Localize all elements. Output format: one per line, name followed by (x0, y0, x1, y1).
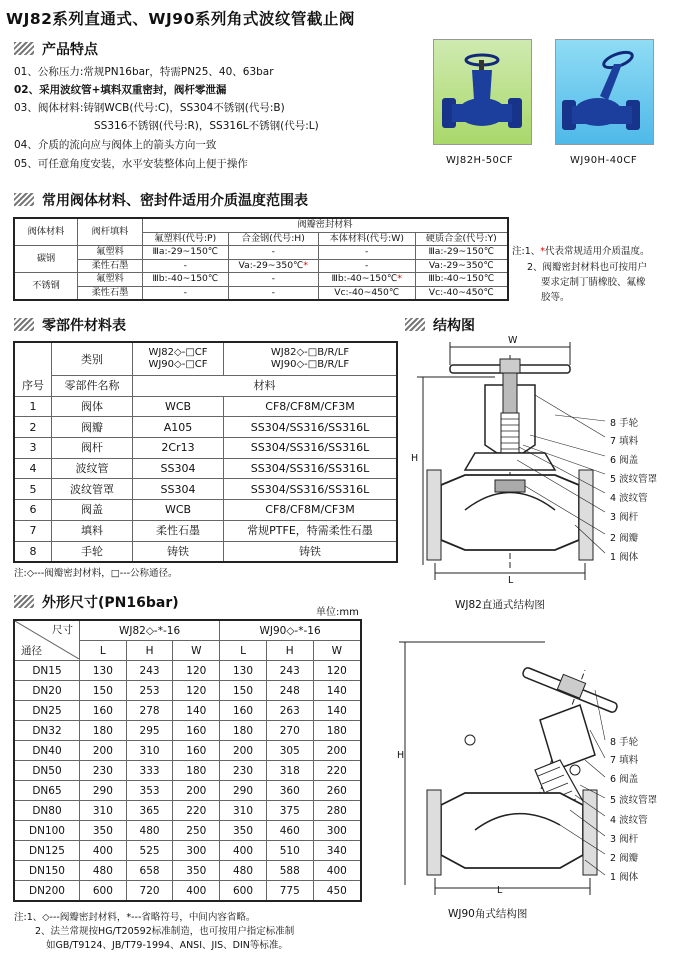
dim-cell: 300 (313, 821, 361, 841)
dn-cell: DN100 (14, 821, 80, 841)
subheader: 合金钢(代号:H) (228, 232, 318, 246)
dim-cell: 350 (80, 821, 127, 841)
dim-cell: 140 (313, 701, 361, 721)
dim-cell: 243 (266, 661, 313, 681)
parts-cell-name: 手轮 (52, 541, 133, 562)
dim-l-label: L (508, 575, 514, 586)
dn-cell: DN200 (14, 881, 80, 902)
section-marker-icon (14, 193, 34, 206)
dim-cell: 588 (266, 861, 313, 881)
header-no: 序号 (14, 376, 52, 397)
parts-cell-name: 阀盖 (52, 500, 133, 521)
dim-cell: 220 (173, 801, 220, 821)
section-marker-icon (14, 42, 34, 55)
dim-cell: 360 (266, 781, 313, 801)
temp-cell: - (318, 246, 415, 260)
photo-caption-right: WJ90H-40CF (570, 155, 638, 166)
temp-cell: Ⅲa:-29~150℃ (143, 246, 229, 260)
materials-temp-table (13, 217, 509, 301)
dim-cell: 120 (173, 661, 220, 681)
dim-cell: 160 (173, 721, 220, 741)
table-row (14, 661, 361, 681)
part-label: 4 波纹管 (610, 493, 648, 504)
dim-col-header: L (80, 641, 127, 661)
parts-cell-name: 阀瓣 (52, 417, 133, 438)
dim-cell: 510 (266, 841, 313, 861)
parts-cell-a: 2Cr13 (133, 438, 224, 459)
dim-cell: 290 (80, 781, 127, 801)
subheader: 硬质合金(代号:Y) (415, 232, 508, 246)
part-label: 2 阀瓣 (610, 533, 639, 544)
header-stem: 阀杆填料 (78, 218, 143, 246)
table-row (14, 761, 361, 781)
dn-cell: DN20 (14, 681, 80, 701)
photo-caption-left: WJ82H-50CF (446, 155, 514, 166)
body-material: 不锈钢 (14, 273, 78, 301)
parts-cell-b: 铸铁 (224, 541, 398, 562)
stem-packing: 柔性石墨 (78, 259, 143, 273)
temp-cell: Ⅲb:-40~150℃ (415, 273, 508, 287)
temp-cell: - (228, 273, 318, 287)
feature-line-3b: SS316不锈钢(代号:R)，SS316L不锈钢(代号:L) (94, 120, 319, 132)
temp-cell: - (228, 286, 318, 300)
dim-cell: 310 (220, 801, 267, 821)
part-label: 8 手轮 (610, 418, 639, 429)
table-row (14, 681, 361, 701)
parts-cell-b: SS304/SS316/SS316L (224, 479, 398, 500)
dims-heading: 外形尺寸(PN16bar) (14, 592, 179, 612)
dims-note-1: 注:1、◇---阀瓣密封材料，*---省略符号，中间内容省略。 (14, 912, 256, 923)
page-title: WJ82系列直通式、WJ90系列角式波纹管截止阀 (6, 10, 355, 28)
table-row (14, 781, 361, 801)
part-label: 8 手轮 (610, 737, 639, 748)
table-row (14, 438, 397, 459)
parts-cell-no: 2 (14, 417, 52, 438)
header-disc: 阀瓣密封材料 (143, 218, 509, 232)
temp-cell: Vc:-40~450℃ (318, 286, 415, 300)
stem-packing: 氟塑料 (78, 273, 143, 287)
model-b-header: WJ90◇-*-16 (220, 620, 361, 641)
temp-cell: - (143, 286, 229, 300)
parts-cell-name: 波纹管罩 (52, 479, 133, 500)
part-label: 7 填料 (610, 755, 639, 766)
parts-heading: 零部件材料表 (14, 315, 126, 335)
table-row (14, 541, 397, 562)
parts-cell-b: SS304/SS316/SS316L (224, 458, 398, 479)
dim-cell: 200 (173, 781, 220, 801)
dim-cell: 350 (220, 821, 267, 841)
parts-cell-name: 波纹管 (52, 458, 133, 479)
dims-note-3: 如GB/T9124、JB/T79-1994、ANSI、JIS、DIN等标准。 (46, 940, 288, 951)
dn-cell: DN40 (14, 741, 80, 761)
dim-cell: 243 (126, 661, 173, 681)
table-row (14, 741, 361, 761)
dim-cell: 400 (173, 881, 220, 902)
temp-cell: Va:-29~350℃ (415, 259, 508, 273)
dim-cell: 460 (266, 821, 313, 841)
subheader: 本体材料(代号:W) (318, 232, 415, 246)
dim-cell: 180 (313, 721, 361, 741)
parts-cell-name: 阀体 (52, 396, 133, 417)
section-marker-icon (14, 595, 34, 608)
parts-note: 注:◇---阀瓣密封材料，□---公称通径。 (14, 568, 178, 579)
dim-cell: 270 (266, 721, 313, 741)
parts-cell-name: 阀杆 (52, 438, 133, 459)
table-row (14, 881, 361, 902)
dim-cell: 365 (126, 801, 173, 821)
part-label: 7 填料 (610, 436, 639, 447)
model-a-header: WJ82◇-*-16 (80, 620, 220, 641)
straight-valve-diagram (405, 335, 680, 610)
stem-packing: 柔性石墨 (78, 286, 143, 300)
dim-cell: 160 (173, 741, 220, 761)
dn-cell: DN25 (14, 701, 80, 721)
part-label: 6 阀盖 (610, 455, 639, 466)
dim-cell: 480 (220, 861, 267, 881)
dim-cell: 180 (80, 721, 127, 741)
features-heading: 产品特点 (14, 39, 98, 59)
dim-cell: 658 (126, 861, 173, 881)
table-row (14, 861, 361, 881)
dim-cell: 230 (220, 761, 267, 781)
dim-cell: 290 (220, 781, 267, 801)
dim-cell: 230 (80, 761, 127, 781)
dn-label: 通径 (21, 645, 42, 657)
dim-cell: 333 (126, 761, 173, 781)
table-row (14, 396, 397, 417)
parts-table (13, 341, 398, 563)
part-label: 2 阀瓣 (610, 853, 639, 864)
parts-cell-a: 铸铁 (133, 541, 224, 562)
table-row (14, 801, 361, 821)
parts-cell-b: 常规PTFE，特需柔性石墨 (224, 520, 398, 541)
materials-heading: 常用阀体材料、密封件适用介质温度范围表 (14, 190, 308, 210)
parts-cell-no: 5 (14, 479, 52, 500)
header-model-b: WJ82◇-□B/R/LF WJ90◇-□B/R/LF (224, 342, 398, 376)
dim-cell: 400 (220, 841, 267, 861)
dn-cell: DN80 (14, 801, 80, 821)
dim-cell: 150 (80, 681, 127, 701)
dim-col-header: W (173, 641, 220, 661)
dim-cell: 350 (173, 861, 220, 881)
parts-cell-b: SS304/SS316/SS316L (224, 417, 398, 438)
size-label: 尺寸 (52, 624, 73, 636)
parts-cell-b: CF8/CF8M/CF3M (224, 500, 398, 521)
angle-caption: WJ90角式结构图 (448, 908, 528, 920)
dim-cell: 400 (313, 861, 361, 881)
parts-cell-no: 1 (14, 396, 52, 417)
feature-line-5: 05、可任意角度安装，水平安装整体向上便于操作 (14, 158, 248, 170)
parts-cell-no: 3 (14, 438, 52, 459)
dim-w-label: W (508, 335, 518, 346)
dim-cell: 200 (80, 741, 127, 761)
table-row (14, 417, 397, 438)
temp-cell: - (228, 246, 318, 260)
straight-caption: WJ82直通式结构图 (455, 599, 545, 611)
dim-cell: 200 (313, 741, 361, 761)
parts-cell-a: SS304 (133, 479, 224, 500)
header-name: 零部件名称 (52, 376, 133, 397)
dim-cell: 130 (220, 661, 267, 681)
dim-cell: 160 (220, 701, 267, 721)
part-label: 4 波纹管 (610, 815, 648, 826)
feature-line-4: 04、介质的流向应与阀体上的箭头方向一致 (14, 139, 217, 151)
dim-cell: 450 (313, 881, 361, 902)
table-row (14, 821, 361, 841)
dim-cell: 400 (80, 841, 127, 861)
parts-cell-b: SS304/SS316/SS316L (224, 438, 398, 459)
part-label: 1 阀体 (610, 552, 639, 563)
dim-cell: 300 (173, 841, 220, 861)
table-row (14, 841, 361, 861)
part-label: 3 阀杆 (610, 834, 639, 845)
table-row (14, 458, 397, 479)
dim-cell: 375 (266, 801, 313, 821)
header-material: 材料 (133, 376, 398, 397)
dim-cell: 600 (80, 881, 127, 902)
dim-cell: 140 (313, 681, 361, 701)
dimensions-table (13, 619, 362, 902)
body-material: 碳钢 (14, 246, 78, 273)
dim-cell: 305 (266, 741, 313, 761)
parts-cell-a: SS304 (133, 458, 224, 479)
temp-cell: - (318, 259, 415, 273)
dim-cell: 340 (313, 841, 361, 861)
table-row (14, 701, 361, 721)
temp-note-4: 胶等。 (541, 292, 570, 303)
temp-cell: - (143, 259, 229, 273)
parts-cell-name: 填料 (52, 520, 133, 541)
header-category: 类别 (52, 342, 133, 376)
dim-cell: 180 (220, 721, 267, 741)
temp-cell: Ⅲb:-40~150℃* (318, 273, 415, 287)
asterisk-mark: * (303, 259, 308, 271)
unit-label: 单位:mm (316, 607, 359, 618)
temp-note-1: 注:1、*代表常规适用介质温度。 (512, 246, 650, 257)
feature-line-3: 03、阀体材料:铸钢WCB(代号:C)，SS304不锈钢(代号:B) (14, 102, 285, 114)
asterisk-mark: * (397, 273, 402, 285)
dim-cell: 775 (266, 881, 313, 902)
parts-cell-no: 8 (14, 541, 52, 562)
part-label: 5 波纹管罩 (610, 795, 658, 806)
dim-cell: 120 (173, 681, 220, 701)
dim-cell: 600 (220, 881, 267, 902)
valve-photo-angle (555, 39, 654, 145)
dim-h-label: H (411, 453, 419, 464)
structure-heading: 结构图 (405, 315, 475, 335)
dim-cell: 263 (266, 701, 313, 721)
valve-photo-straight (433, 39, 532, 145)
parts-cell-a: A105 (133, 417, 224, 438)
dn-cell: DN32 (14, 721, 80, 741)
parts-cell-no: 4 (14, 458, 52, 479)
dim-cell: 310 (126, 741, 173, 761)
size-corner-cell (14, 620, 80, 661)
dn-cell: DN125 (14, 841, 80, 861)
table-row (14, 479, 397, 500)
dim-cell: 253 (126, 681, 173, 701)
dim-l-label: L (497, 885, 503, 896)
dim-cell: 260 (313, 781, 361, 801)
dim-cell: 180 (173, 761, 220, 781)
parts-cell-b: CF8/CF8M/CF3M (224, 396, 398, 417)
temp-note-3: 要求定制丁腈橡胶、氟橡 (541, 277, 646, 288)
dn-cell: DN65 (14, 781, 80, 801)
temp-note-2: 2、阀瓣密封材料也可按用户 (527, 262, 648, 273)
dim-h-label: H (397, 750, 405, 761)
dim-cell: 353 (126, 781, 173, 801)
parts-cell-a: 柔性石墨 (133, 520, 224, 541)
feature-line-1: 01、公称压力:常规PN16bar，特需PN25、40、63bar (14, 66, 274, 78)
dim-cell: 200 (220, 741, 267, 761)
header-body: 阀体材料 (14, 218, 78, 246)
table-row (14, 721, 361, 741)
dim-col-header: H (266, 641, 313, 661)
temp-cell: Ⅲb:-40~150℃ (143, 273, 229, 287)
part-label: 1 阀体 (610, 872, 639, 883)
dim-cell: 150 (220, 681, 267, 701)
temp-cell: Va:-29~350℃* (228, 259, 318, 273)
dim-cell: 280 (313, 801, 361, 821)
part-label: 5 波纹管罩 (610, 474, 658, 485)
parts-cell-no: 7 (14, 520, 52, 541)
dim-cell: 160 (80, 701, 127, 721)
dim-col-header: L (220, 641, 267, 661)
dim-cell: 720 (126, 881, 173, 902)
parts-cell-a: WCB (133, 500, 224, 521)
section-marker-icon (14, 318, 34, 331)
dim-col-header: H (126, 641, 173, 661)
parts-cell-no: 6 (14, 500, 52, 521)
part-label: 3 阀杆 (610, 512, 639, 523)
dims-note-2: 2、法兰常规按HG/T20592标准制造，也可按用户指定标准制 (35, 926, 295, 937)
angle-valve-diagram (395, 630, 680, 900)
dim-cell: 220 (313, 761, 361, 781)
table-row (14, 520, 397, 541)
dim-cell: 250 (173, 821, 220, 841)
temp-cell: Ⅲa:-29~150℃ (415, 246, 508, 260)
section-marker-icon (405, 318, 425, 331)
dim-cell: 318 (266, 761, 313, 781)
part-label: 6 阀盖 (610, 774, 639, 785)
dim-cell: 295 (126, 721, 173, 741)
stem-packing: 氟塑料 (78, 246, 143, 260)
dim-cell: 140 (173, 701, 220, 721)
dim-cell: 248 (266, 681, 313, 701)
subheader: 氟塑料(代号:P) (143, 232, 229, 246)
table-row (14, 500, 397, 521)
header-model-a: WJ82◇-□CF WJ90◇-□CF (133, 342, 224, 376)
dim-cell: 480 (126, 821, 173, 841)
parts-cell-a: WCB (133, 396, 224, 417)
dn-cell: DN15 (14, 661, 80, 681)
dim-cell: 480 (80, 861, 127, 881)
dim-cell: 120 (313, 661, 361, 681)
dim-col-header: W (313, 641, 361, 661)
dim-cell: 310 (80, 801, 127, 821)
dim-cell: 525 (126, 841, 173, 861)
dim-cell: 278 (126, 701, 173, 721)
temp-cell: Vc:-40~450℃ (415, 286, 508, 300)
dn-cell: DN150 (14, 861, 80, 881)
dn-cell: DN50 (14, 761, 80, 781)
feature-line-2: 02、采用波纹管+填料双重密封，阀杆零泄漏 (14, 84, 227, 96)
dim-cell: 130 (80, 661, 127, 681)
